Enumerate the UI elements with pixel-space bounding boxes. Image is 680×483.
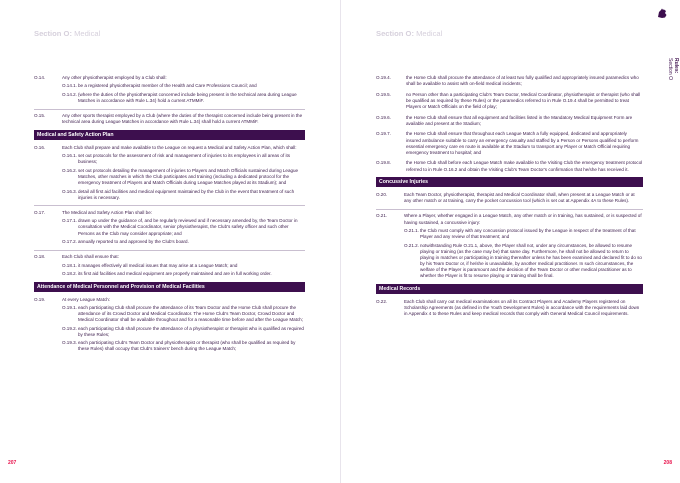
page-number: 207 [8,460,17,466]
rule-number: O.21. [376,213,388,219]
section-title: Medical [74,29,101,38]
sub-rule-number: O.14.2. [62,91,77,97]
sub-rule-number: O.14.1. [62,83,77,89]
rule-number: O.19.8. [376,160,391,166]
rule-o19-5 [376,92,643,110]
rule-text: no Person other than a participating Club's Team Doctor, Medical Coordinator, physiotherapist or therapist (who shall be qualified as required by these Rules) or the paramedics referred to in Rule O.19.4 shall be permitted to treat Players or Match Officials on the field of play; [406,91,641,109]
sub-rule-text: drawn up under the guidance of, and be regularly reviewed and if necessary amended by, the Team Doctor in consultation with the Medical Coordinator, senior physiotherapist, the Club's safety officer and such other Persons as the Club may consider appropriate; and [78,218,298,236]
sub-rule [404,243,643,280]
sub-rule-number: O.19.2. [62,325,77,331]
sub-rule-number: O.16.2. [62,167,77,173]
divider-line [34,205,305,206]
rule-text: the Home Club shall procure the attendance of at least two fully qualified and appropriately insured paramedics who shall be available to assist with on-field medical incidents; [406,75,639,87]
rule-number: O.19.4. [376,75,391,80]
sub-rule-text: the Club must comply with any concussion protocol issued by the League in respect of the treatment of that Player and any review of that treatment; and [420,228,636,240]
rule-text: Each Club shall carry out medical examinations on all its Contract Players and Academy Players registered on Scholarship Agreements (as defined in the Youth Development Rules) in accordance with the requirements laid down in Appendix 4 to these Rules and keep medical records that comply with General Medical Council requirements. [404,298,640,317]
rule-o19-4 [376,75,643,87]
sub-rule-text: be a registered physiotherapist member of the Health and Care Professions Council; and [78,83,257,89]
rule-text: the Home Club shall ensure that throughout each League Match a fully equipped, dedicated and appropriately insured ambulance suitable to carry an emergency casualty and staffed by a Person or Persons qualified to perform essential emergency care en route is available at the Stadium to transport any Player or Match Official requiring emergency treatment to hospital; and [406,131,639,155]
heading-concussive-injuries: Concussive Injuries [376,177,643,187]
sub-rule-number: O.17.1. [62,218,77,224]
rule-number: O.19. [34,296,46,302]
sub-rule [404,228,643,240]
sub-rule-text: each participating Club shall procure the attendance of a physiotherapist or therapist who is qualified as required by these Rules; [78,325,304,337]
sub-rule-number: O.21.1. [404,228,419,234]
rule-o16 [34,145,305,201]
divider-line [376,209,643,210]
divider-line [34,109,305,110]
rule-o14 [34,75,305,104]
sub-rule-text: its first aid facilities and medical equipment are properly maintained and are in full working order. [78,271,272,277]
rule-number: O.17. [34,209,46,215]
rule-number: O.14. [34,75,46,80]
rule-number: O.19.6. [376,114,391,120]
sub-rule [62,92,305,104]
side-tab-label: Rules: [673,58,679,74]
rule-number: O.19.5. [376,91,391,97]
sub-rule-text: notwithstanding Rule O.21.1, above, the Player shall not, under any circumstances, be allowed to resume playing or training (as the case may be) that same day. Furthermore, he shall not be allowed to return to playing in matches or participating in training thereafter unless he has been examined and declared fit to do so by his Team Doctor or, if he/she is unavailable, by another medical practitioner. In such circumstances, the welfare of the Player is paramount and the decision of the Team Doctor or other medical practitioner as to whether the Player is fit to resume playing or training shall be final. [420,242,642,279]
sub-rule [62,239,305,245]
rule-number: O.15. [34,113,46,119]
sub-rule-text: set out protocols detailing the management of injuries to Players and Match Officials sustained during League Matches, other matches in which the Club participates and training (including a dedicated protocol for the emergency treatment of Players and Match Officials during League Matches played at its Stadium); and [78,167,299,186]
heading-medical-safety-action-plan: Medical and Safety Action Plan [34,130,305,140]
rule-o19-8 [376,160,643,172]
rule-o20 [376,192,643,204]
sub-rule-number: O.19.1. [62,305,77,311]
sub-rule-number: O.16.1. [62,153,77,159]
rule-o15 [34,113,305,125]
sub-rule-number: O.19.3. [62,340,77,346]
left-body [34,75,305,357]
sub-rule [62,305,305,323]
rule-text: Where a Player, whether engaged in a League Match, any other match or in training, has sustained, or is suspected of having sustained, a concussive injury: [404,213,642,225]
section-header [376,29,442,38]
rule-text: Any other physiotherapist employed by a Club shall: [62,75,167,80]
heading-medical-records: Medical Records [376,284,643,294]
sub-rule-text: each participating Club shall procure the attendance of its Team Doctor and the Home Club shall procure the attendance of its Crowd Doctor and Medical Coordinator. The Home Club's Team Doctor, Crowd Doctor and Medical Coordinator shall be available throughout and for a reasonable time before and after the League Match; [78,305,303,323]
rule-text: Each Team Doctor, physiotherapist, therapist and Medical Coordinator shall, when present at a League Match or at any other match or at training, carry the pocket concussion tool (which is set out at Appendix 4A to these Rules). [404,192,635,204]
rule-o17 [34,210,305,245]
lion-crest-icon [656,8,668,19]
right-body [376,75,643,322]
sub-rule [62,189,305,201]
rule-number: O.18. [34,254,46,260]
heading-attendance-medical-personnel: Attendance of Medical Personnel and Provision of Medical Facilities [34,282,305,292]
sub-rule-number: O.18.2. [62,271,77,277]
rule-text: The Medical and Safety Action Plan shall be: [62,209,152,215]
sub-rule-number: O.21.2. [404,242,419,248]
sub-rule-number: O.18.1. [62,262,77,268]
rule-text: Each Club shall prepare and make available to the League on request a Medical and Safety Action Plan, which shall: [62,144,297,150]
sub-rule-text: each participating Club's Team Doctor and physiotherapist or therapist (who shall be qualified as required by these Rules) shall occupy that Club's trainers' bench during the League Match; [78,340,296,352]
rule-o19-7 [376,131,643,156]
sub-rule-number: O.16.3. [62,188,77,194]
rule-text: Any other sports therapist employed by a Club (where the duties of the therapist concerned include being present in the technical area during League Matches in accordance with Rule L.34) shall hold a current ATMMiF. [62,113,303,125]
sub-rule-text: annually reported to and approved by the Club's board. [78,239,189,245]
section-header [34,29,100,38]
right-page [340,0,680,483]
section-label: Section O: [34,29,72,38]
side-tab-section: Section O [667,58,673,80]
sub-rule [62,340,305,352]
sub-rule-text: set out protocols for the assessment of risk and management of injuries to its employees in all areas of its business; [78,153,291,165]
rule-text: At every League Match: [62,296,111,302]
rule-text: the Home Club shall ensure that all equipment and facilities listed in the Mandatory Medical Equipment Form are available and present at the Stadium; [406,114,633,126]
rule-number: O.20. [376,192,388,198]
section-label: Section O: [376,29,414,38]
rule-o22 [376,299,643,317]
sub-rule [62,168,305,186]
rule-text: Each Club shall ensure that: [62,254,119,260]
sub-rule-number: O.17.2. [62,239,77,245]
rule-o19-6 [376,115,643,127]
rule-o21 [376,213,643,279]
sub-rule [62,83,305,89]
rule-o18 [34,254,305,277]
sub-rule [62,263,305,269]
sub-rule [62,153,305,165]
page-number: 208 [663,460,672,466]
rule-number: O.16. [34,144,46,150]
sub-rule [62,271,305,277]
rule-text: the Home Club shall before each League Match make available to the Visiting Club the emergency treatment protocol referred to in Rule O.16.2 and obtain the Visiting Club's Team Doctor's confirmation that he/she has received it. [406,160,643,172]
side-tab [667,58,677,118]
rule-o19 [34,297,305,353]
divider-line [34,250,305,251]
rule-number: O.22. [376,298,388,304]
sub-rule-text: (where the duties of the physiotherapist concerned include being present in the technical area during League Matches in accordance with Rule L.34) hold a current ATMMiF. [78,91,297,103]
rule-number: O.19.7. [376,131,391,137]
sub-rule [62,326,305,338]
sub-rule-text: it manages effectively all medical issues that may arise at a League Match; and [78,262,238,268]
section-title: Medical [416,29,443,38]
sub-rule-text: detail all first aid facilities and medical equipment maintained by the Club in the event that treatment of such injuries is necessary. [78,188,295,200]
sub-rule [62,218,305,236]
